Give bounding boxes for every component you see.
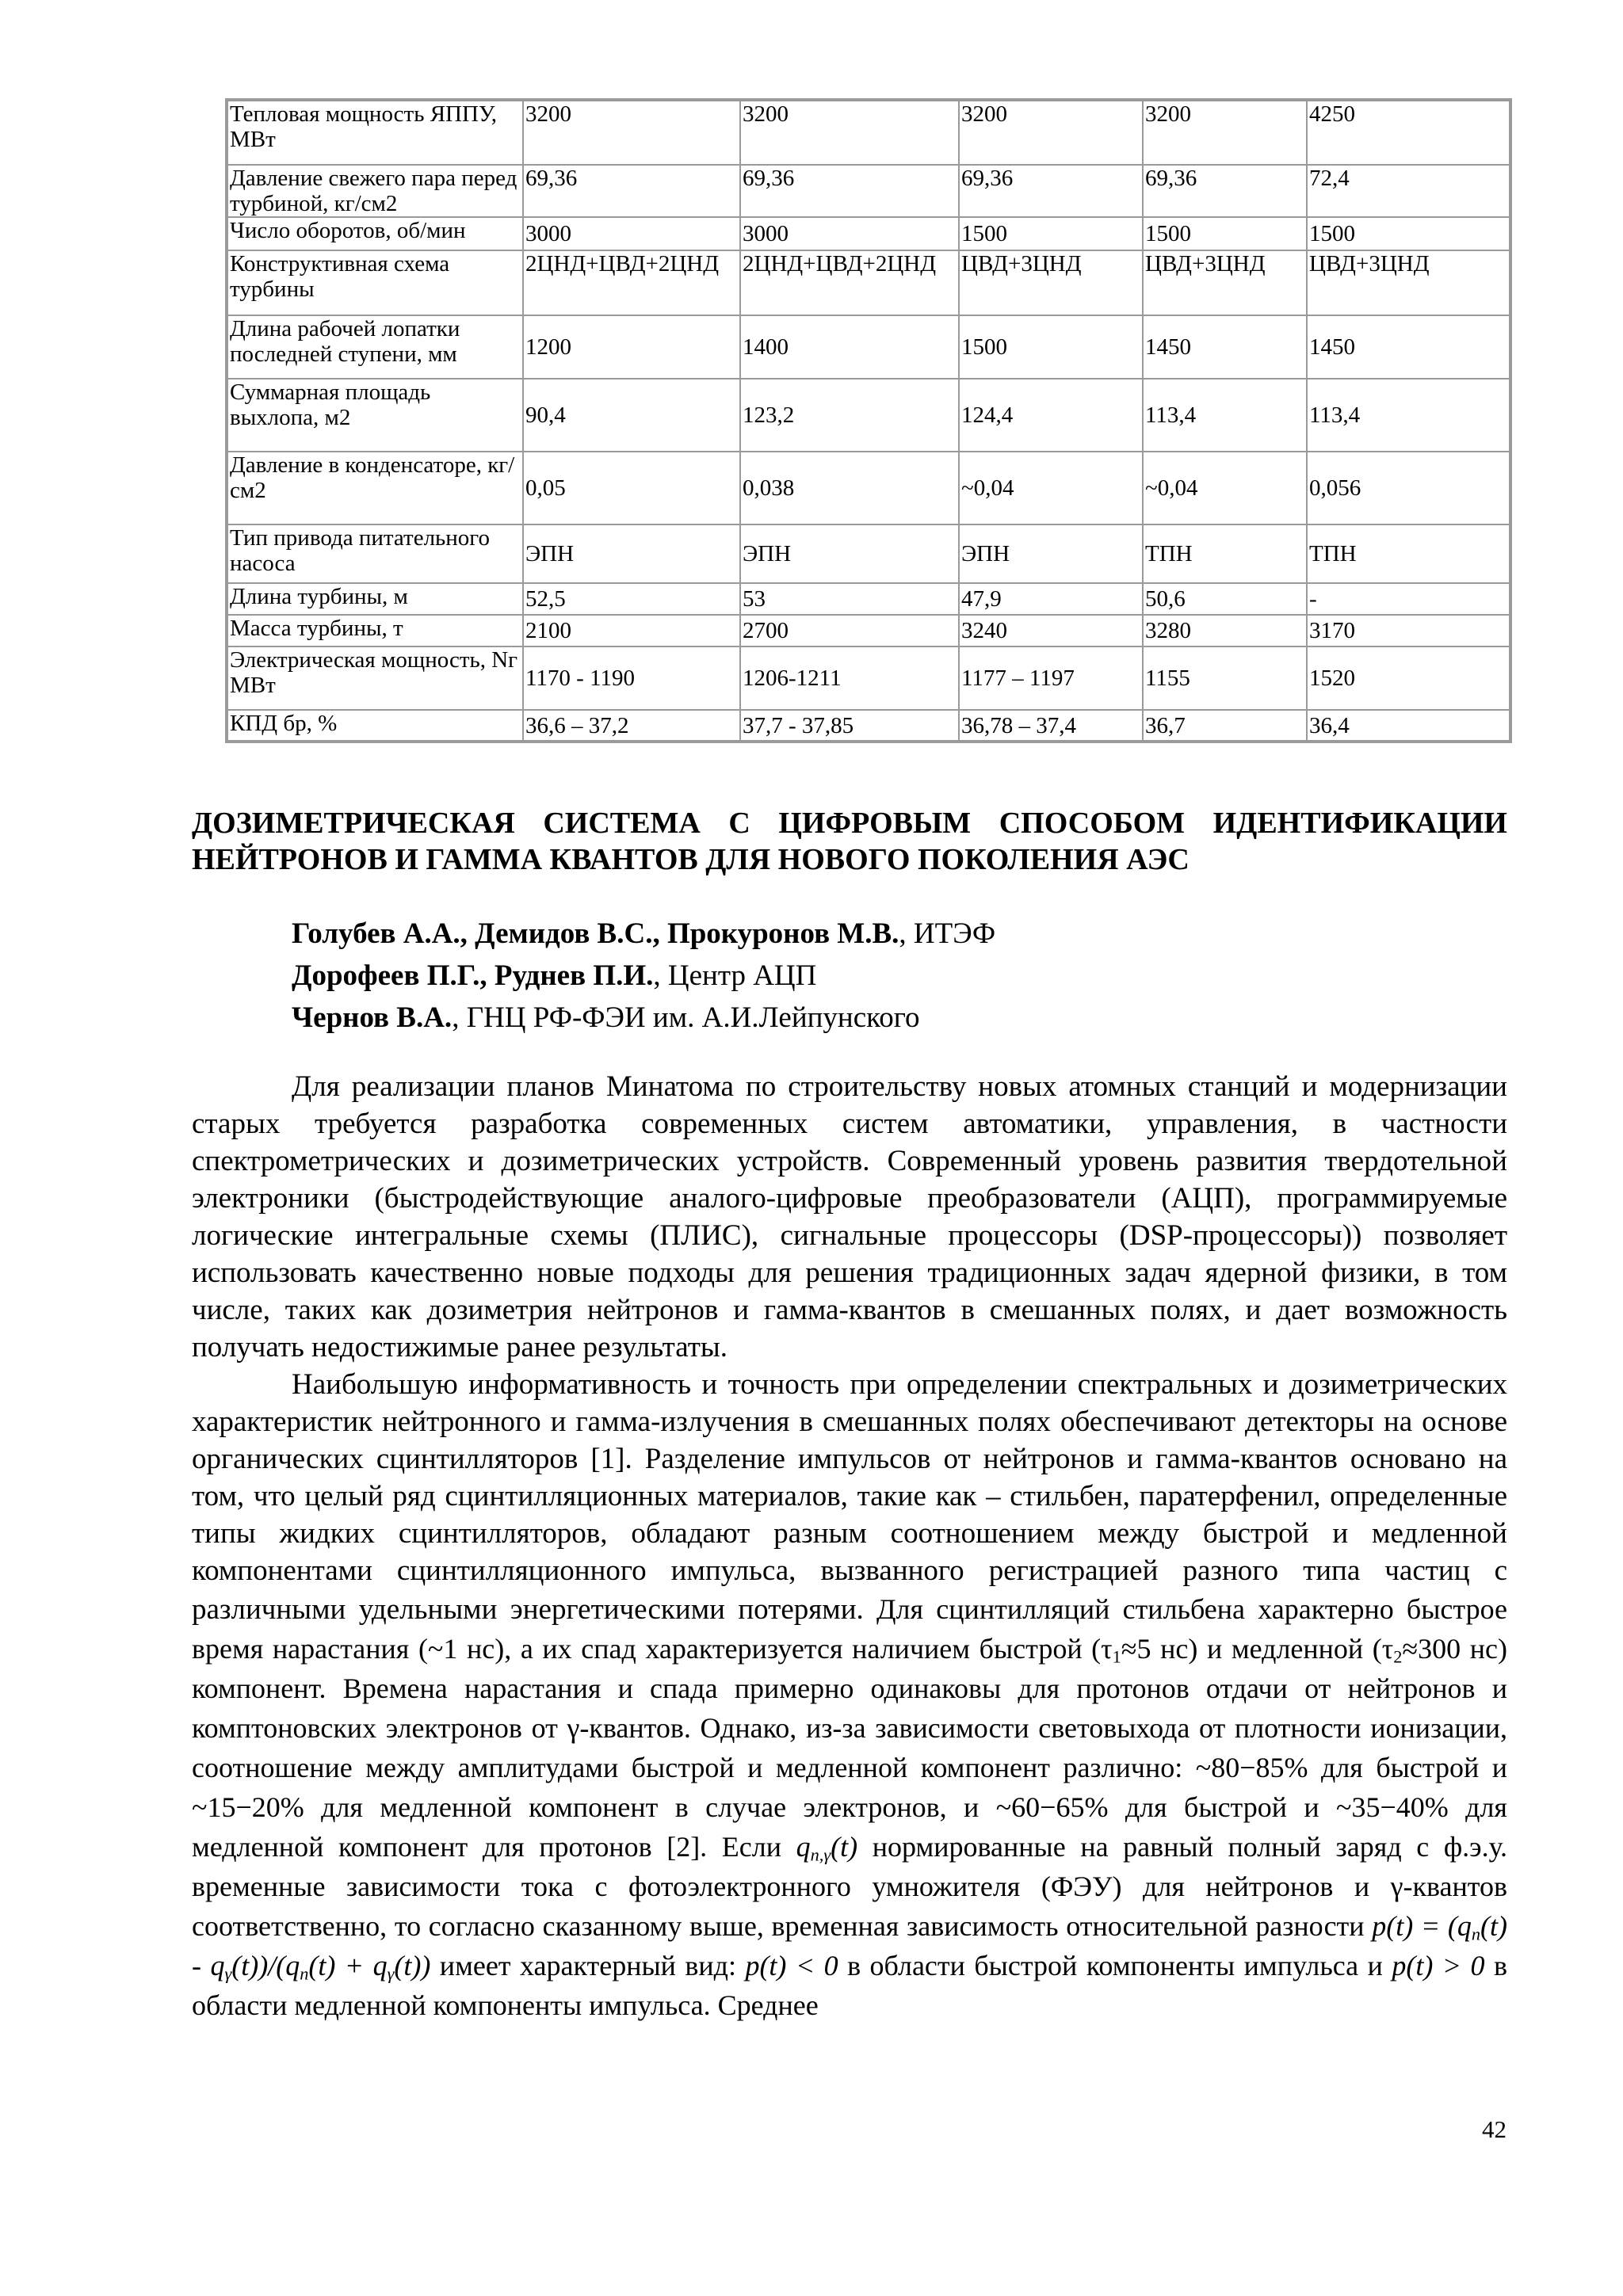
row-label: Длина рабочей лопатки последней ступени, мм bbox=[227, 315, 523, 379]
row-label: Длина турбины, м bbox=[227, 583, 523, 615]
row-label: КПД бр, % bbox=[227, 710, 523, 742]
table-cell: 3170 bbox=[1307, 615, 1510, 646]
table-cell: 3200 bbox=[959, 100, 1143, 165]
table-cell: 72,4 bbox=[1307, 165, 1510, 217]
table-cell: 36,6 – 37,2 bbox=[523, 710, 740, 742]
table-cell: 0,056 bbox=[1307, 452, 1510, 524]
table-row bbox=[227, 646, 1510, 710]
table-cell: 69,36 bbox=[740, 165, 959, 217]
table-cell: 1200 bbox=[523, 315, 740, 379]
table-cell: ~0,04 bbox=[1143, 452, 1307, 524]
table-cell: ~0,04 bbox=[959, 452, 1143, 524]
table-cell: 1450 bbox=[1143, 315, 1307, 379]
table-cell: 36,7 bbox=[1143, 710, 1307, 742]
table-cell: ЭПН bbox=[959, 524, 1143, 583]
table-cell: 1500 bbox=[959, 315, 1143, 379]
table-row bbox=[227, 379, 1510, 452]
table-cell: 52,5 bbox=[523, 583, 740, 615]
table-cell: 2700 bbox=[740, 615, 959, 646]
table-cell: 1450 bbox=[1307, 315, 1510, 379]
row-label: Масса турбины, т bbox=[227, 615, 523, 646]
table-cell: 1520 bbox=[1307, 646, 1510, 710]
author-line-1: Голубев А.А., Демидов В.С., Прокуронов М.В., ИТЭФ bbox=[292, 917, 996, 950]
table-cell: 1155 bbox=[1143, 646, 1307, 710]
table-cell: 3240 bbox=[959, 615, 1143, 646]
paragraph-1: Для реализации планов Минатома по строительству новых атомных станций и модернизации старых требуется разработка современных систем автоматики, управления, в частности спектрометрических и дозиметрических устройств. Современный уровень развития твердотельной электроники (быстродействующие аналого-цифровые преобразователи (АЦП), программируемые логические интегральные схемы (ПЛИС), сигнальные процессоры (DSP-процессоры)) позволяет использовать качественно новые подходы для решения традиционных задач ядерной физики, в том числе, таких как дозиметрия нейтронов и гамма-квантов в смешанных полях, и дает возможность получать недостижимые ранее результаты. bbox=[192, 1070, 1507, 1363]
table-cell: 1500 bbox=[1307, 217, 1510, 250]
turbine-parameters-table bbox=[225, 98, 1512, 743]
table-cell: 2ЦНД+ЦВД+2ЦНД bbox=[740, 250, 959, 315]
table-cell: ТПН bbox=[1307, 524, 1510, 583]
table-cell: 3000 bbox=[740, 217, 959, 250]
table-row bbox=[227, 315, 1510, 379]
table-cell: ЭПН bbox=[740, 524, 959, 583]
table-cell: ЦВД+3ЦНД bbox=[1143, 250, 1307, 315]
table-cell: 53 bbox=[740, 583, 959, 615]
table-cell: 3000 bbox=[523, 217, 740, 250]
paragraph-2: Наибольшую информативность и точность при определении спектральных и дозиметрических характеристик нейтронного и гамма-излучения в смешанных полях обеспечивают детекторы на основе органических сцинтилляторов [1]. Разделение импульсов от нейтронов и гамма-квантов основано на том, что целый ряд сцинтилляционных материалов, такие как – стильбен, паратерфенил, определенные типы жидких сцинтилляторов, обладают разным соотношением между быстрой и медленной компонентами сцинтилляционного импульса, вызванного регистрацией разного типа частиц с различными удельными энергетическими потерями. Для сцинтилляций стильбена характерно быстрое время нарастания (~1 нс), а их спад характеризуется наличием быстрой ($\tau_1\approx 5$ нс) и медленной ($\tau_2\approx 300$ нс) компонент. Времена нарастания и спада примерно одинаковы для протонов отдачи от нейтронов и комптоновских электронов от γ-квантов. Однако, из-за зависимости световыхода от плотности ионизации, соотношение между амплитудами быстрой и медленной компонент различно: ~80−85% для быстрой и ~15−20% для медленной компонент в случае электронов, и ~60−65% для быстрой и ~35−40% для медленной компонент для протонов [2]. Если $q_{n,\gamma}(t)$ нормированные на равный полный заряд с ф.э.у. временные зависимости тока с фотоэлектронного умножителя (ФЭУ) для нейтронов и γ-квантов соответственно, то согласно сказанному выше, временная зависимость относительной разности $p(t) = (q_n(t) - q_\gamma(t))/(q_n(t) + q_\gamma(t))$ имеет характерный вид: p(t) < 0 в области быстрой компоненты импульса и p(t) > 0 в области медленной компоненты импульса. Среднее bbox=[192, 1368, 1508, 2021]
table-cell: 3200 bbox=[1143, 100, 1307, 165]
table-cell: ЦВД+3ЦНД bbox=[959, 250, 1143, 315]
table-cell: 3280 bbox=[1143, 615, 1307, 646]
row-label: Давление в конденсаторе, кг/см2 bbox=[227, 452, 523, 524]
table-row bbox=[227, 583, 1510, 615]
paragraph-2-continuation: Для сцинтилляций стильбена характерно быстрое время нарастания (~1 нс), а их спад характеризуется наличием быстрой ($\tau_1\approx 5$ нс) и медленной ($\tau_2\approx 300$ нс) компонент. Времена нарастания и спада примерно одинаковы для протонов отдачи от нейтронов и комптоновских электронов от γ-квантов. Однако, из-за зависимости световыхода от плотности ионизации, соотношение между амплитудами быстрой и медленной компонент различно: ~80−85% для быстрой и ~15−20% для медленной компонент в случае электронов, и ~60−65% для быстрой и ~35−40% для медленной компонент для протонов [2]. Если $q_{n,\gamma}(t)$ нормированные на равный полный заряд с ф.э.у. временные зависимости тока с фотоэлектронного умножителя (ФЭУ) для нейтронов и γ-квантов соответственно, то согласно сказанному выше, временная зависимость относительной разности $p(t) = (q_n(t) - q_\gamma(t))/(q_n(t) + q_\gamma(t))$ имеет характерный вид: p(t) < 0 в области быстрой компоненты импульса и p(t) > 0 в области медленной компоненты импульса. Среднее bbox=[192, 1593, 1508, 2021]
row-label: Тепловая мощность ЯППУ, МВт bbox=[227, 100, 523, 165]
table-cell: 1177 – 1197 bbox=[959, 646, 1143, 710]
table-cell: 0,05 bbox=[523, 452, 740, 524]
table-row bbox=[227, 165, 1510, 217]
table-cell: 2ЦНД+ЦВД+2ЦНД bbox=[523, 250, 740, 315]
table-cell: 3200 bbox=[523, 100, 740, 165]
table-row bbox=[227, 217, 1510, 250]
table-cell: 0,038 bbox=[740, 452, 959, 524]
table-cell: 37,7 - 37,85 bbox=[740, 710, 959, 742]
table-cell: 123,2 bbox=[740, 379, 959, 452]
row-label: Тип привода питательного насоса bbox=[227, 524, 523, 583]
table-cell: ТПН bbox=[1143, 524, 1307, 583]
table-cell: 90,4 bbox=[523, 379, 740, 452]
table-cell: 36,4 bbox=[1307, 710, 1510, 742]
page-number: 42 bbox=[1482, 2115, 1507, 2143]
table-row bbox=[227, 100, 1510, 165]
table-cell: 1206-1211 bbox=[740, 646, 959, 710]
table-cell: 69,36 bbox=[1143, 165, 1307, 217]
table-cell: - bbox=[1307, 583, 1510, 615]
table-row bbox=[227, 452, 1510, 524]
author-line-2: Дорофеев П.Г., Руднев П.И., Центр АЦП bbox=[292, 959, 817, 992]
author-line-3: Чернов В.А., ГНЦ РФ-ФЭИ им. А.И.Лейпунского bbox=[292, 1001, 920, 1034]
table-cell: 1500 bbox=[959, 217, 1143, 250]
table-row bbox=[227, 250, 1510, 315]
table-cell: 113,4 bbox=[1307, 379, 1510, 452]
table-cell: 50,6 bbox=[1143, 583, 1307, 615]
table-cell: 1500 bbox=[1143, 217, 1307, 250]
table-cell: 69,36 bbox=[959, 165, 1143, 217]
table-row bbox=[227, 615, 1510, 646]
table-cell: ЦВД+3ЦНД bbox=[1307, 250, 1510, 315]
table-cell: 1170 - 1190 bbox=[523, 646, 740, 710]
table-cell: 69,36 bbox=[523, 165, 740, 217]
table-cell: 113,4 bbox=[1143, 379, 1307, 452]
row-label: Число оборотов, об/мин bbox=[227, 217, 523, 250]
row-label: Конструктивная схема турбины bbox=[227, 250, 523, 315]
row-label: Суммарная площадь выхлопа, м2 bbox=[227, 379, 523, 452]
article-title: ДОЗИМЕТРИЧЕСКАЯ СИСТЕМА С ЦИФРОВЫМ СПОСОБОМ ИДЕНТИФИКАЦИИ НЕЙТРОНОВ И ГАММА КВАНТОВ ДЛЯ НОВОГО ПОКОЛЕНИЯ АЭС bbox=[192, 807, 1507, 876]
table-row bbox=[227, 524, 1510, 583]
table-cell: 1400 bbox=[740, 315, 959, 379]
row-label: Давление свежего пара перед турбиной, кг/см2 bbox=[227, 165, 523, 217]
table-cell: 124,4 bbox=[959, 379, 1143, 452]
article-body bbox=[192, 1068, 1507, 2025]
row-label: Электрическая мощность, Nг МВт bbox=[227, 646, 523, 710]
table-cell: 47,9 bbox=[959, 583, 1143, 615]
table-cell: ЭПН bbox=[523, 524, 740, 583]
table-row bbox=[227, 710, 1510, 742]
table-cell: 3200 bbox=[740, 100, 959, 165]
table-cell: 36,78 – 37,4 bbox=[959, 710, 1143, 742]
authors-block bbox=[292, 913, 995, 1039]
table-cell: 4250 bbox=[1307, 100, 1510, 165]
table-cell: 2100 bbox=[523, 615, 740, 646]
